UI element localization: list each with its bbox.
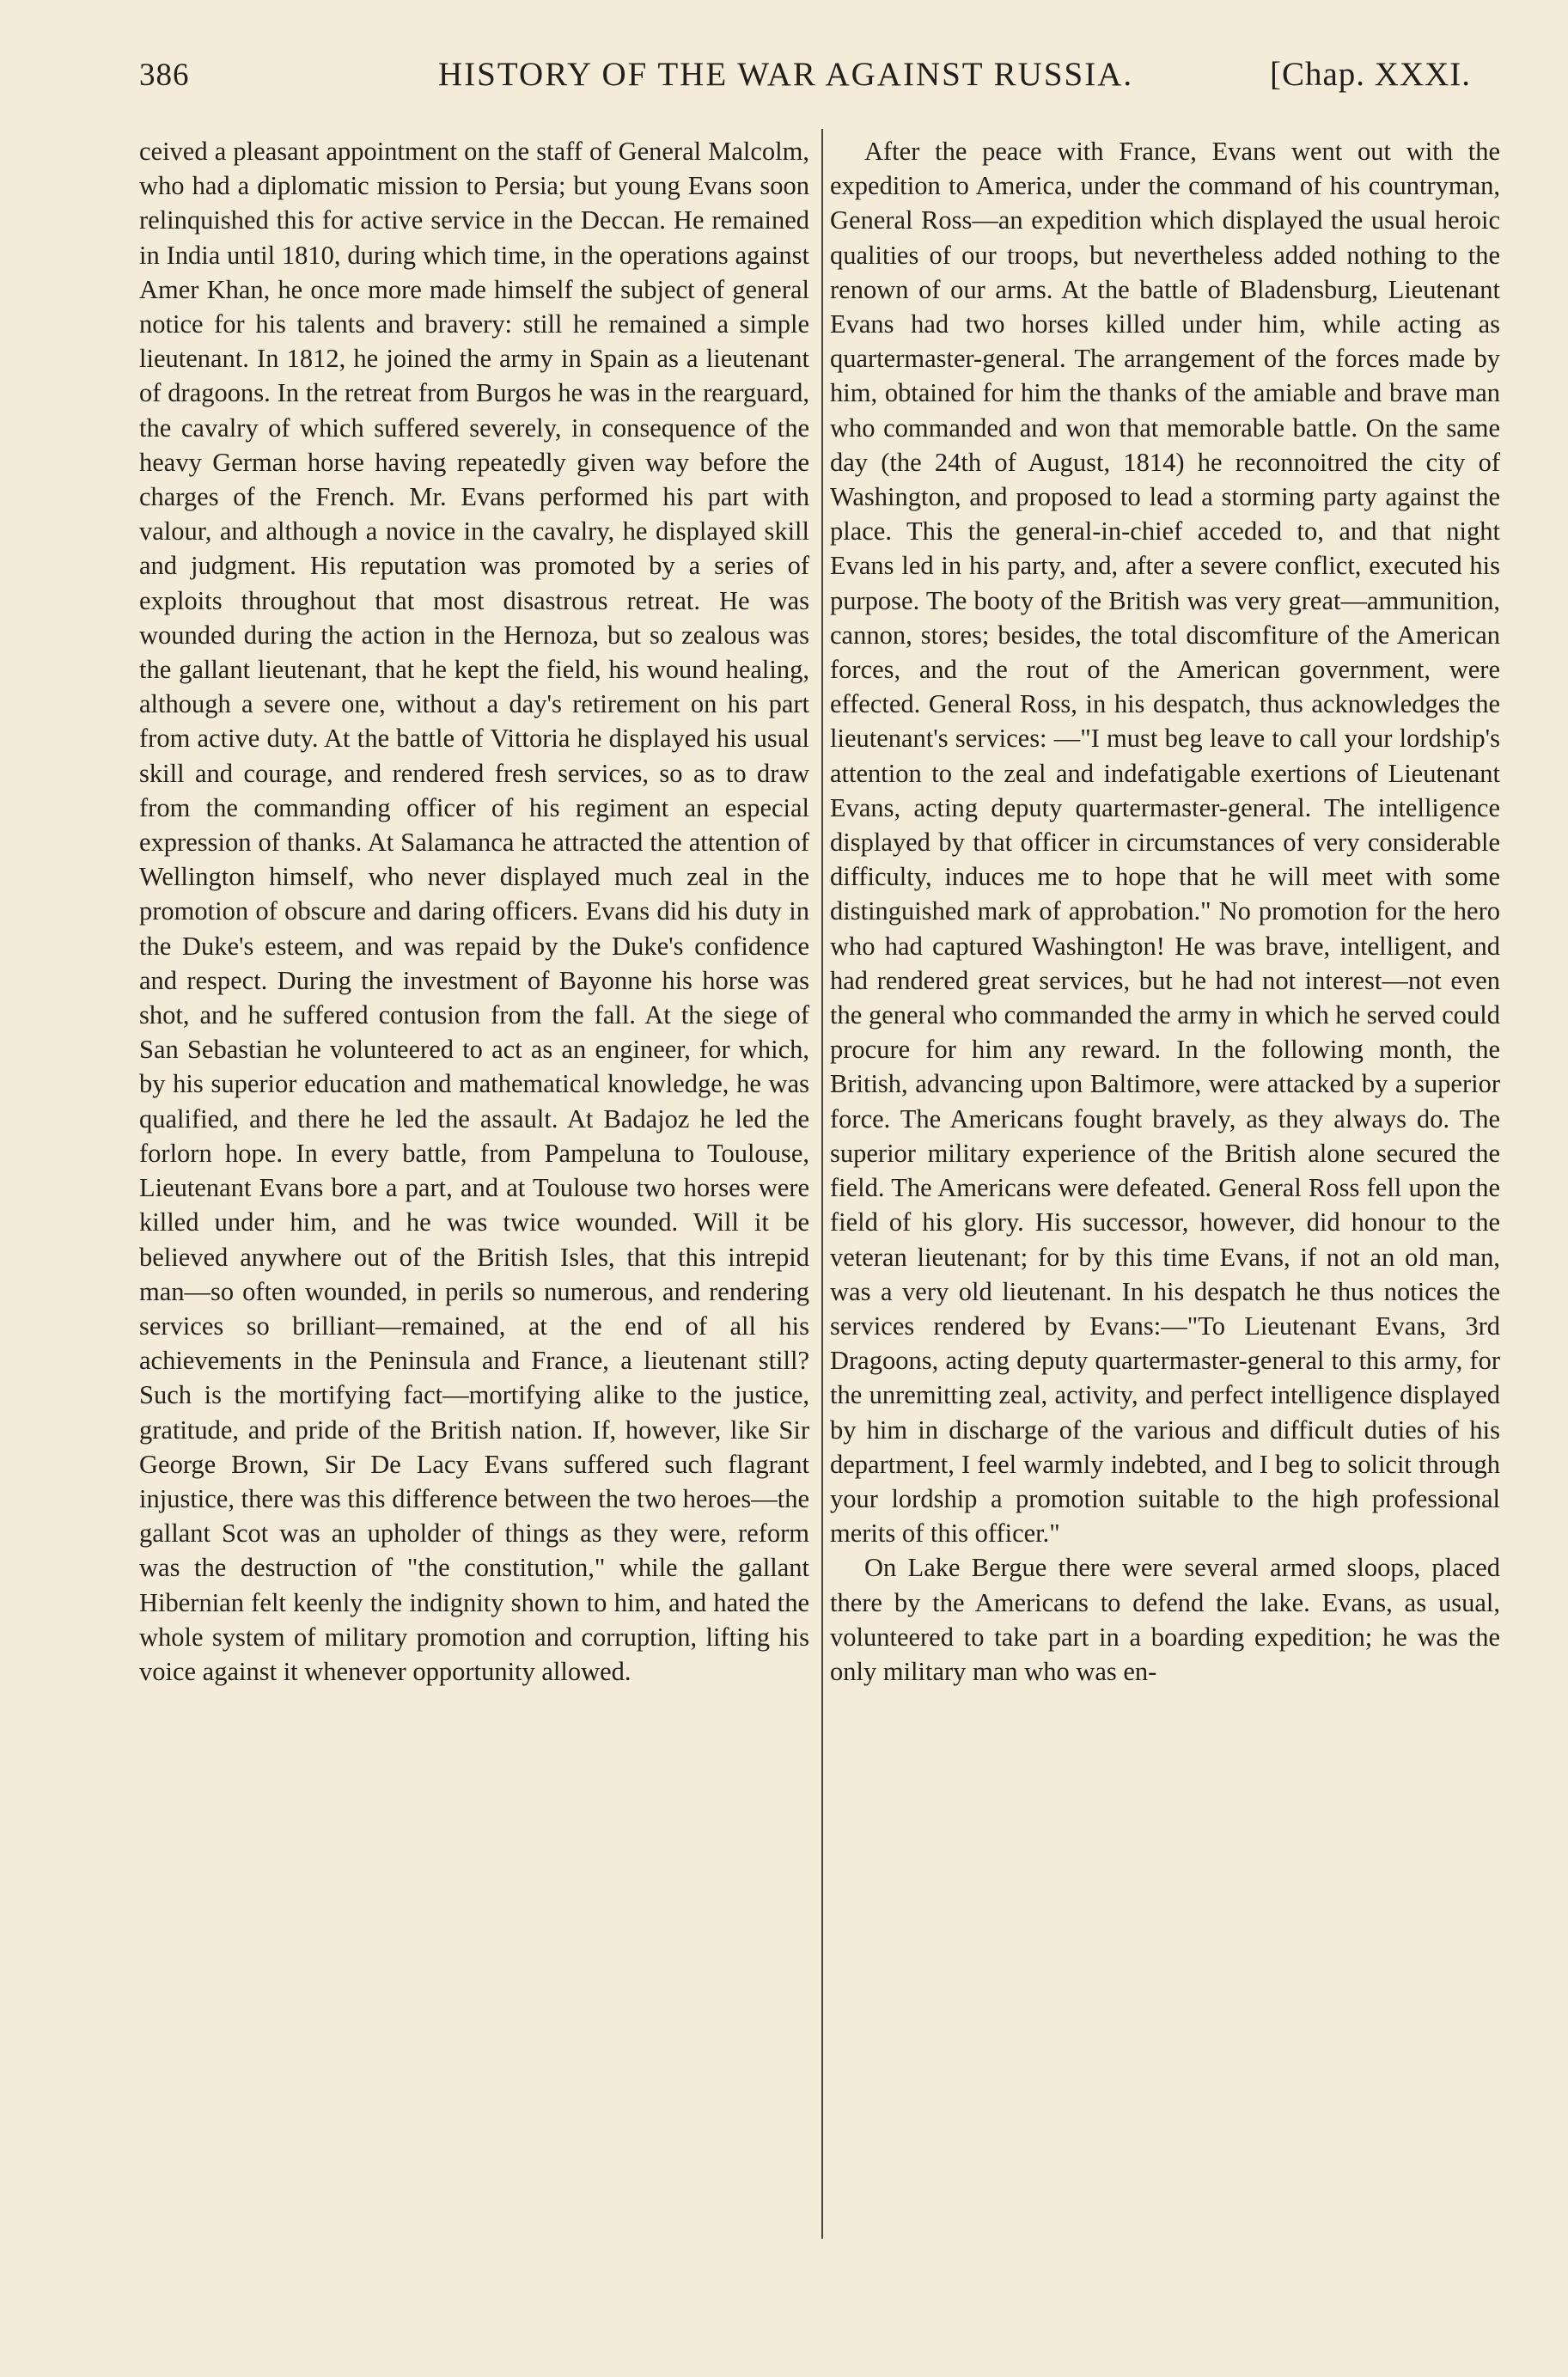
- running-title: HISTORY OF THE WAR AGAINST RUSSIA.: [438, 56, 1134, 93]
- page-number: 386: [139, 58, 190, 93]
- chapter-label: [Chap. XXXI.: [1270, 56, 1472, 93]
- left-paragraph-1: ceived a pleasant appointment on the staff of General Malcolm, who had a diplomatic mission to Persia; but young Evans soon relinquished this for active service in the Deccan. He remained in India until 1810, during which time, in the operations against Amer Khan, he once more made himself the subject of general notice for his talents and bravery: still he remained a simple lieutenant. In 1812, he joined the army in Spain as a lieutenant of dragoons. In the retreat from Burgos he was in the rearguard, the cavalry of which suffered severely, in consequence of the heavy German horse having repeatedly given way before the charges of the French. Mr. Evans performed his part with valour, and although a novice in the cavalry, he displayed skill and judgment. His reputation was promoted by a series of exploits throughout that most disastrous retreat. He was wounded during the action in the Hernoza, but so zealous was the gallant lieutenant, that he kept the field, his wound healing, although a severe one, without a day's retirement on his part from active duty. At the battle of Vittoria he displayed his usual skill and courage, and rendered fresh services, so as to draw from the commanding officer of his regiment an especial expression of thanks. At Salamanca he attracted the attention of Wellington himself, who never displayed much zeal in the promotion of obscure and daring officers. Evans did his duty in the Duke's esteem, and was repaid by the Duke's confidence and respect. During the investment of Bayonne his horse was shot, and he suffered contusion from the fall. At the siege of San Sebastian he volunteered to act as an engineer, for which, by his superior education and mathematical knowledge, he was qualified, and there he led the assault. At Badajoz he led the forlorn hope. In every battle, from Pampeluna to Toulouse, Lieutenant Evans bore a part, and at Toulouse two horses were killed under him, and he was twice wounded. Will it be believed anywhere out of the British Isles, that this intrepid man—so often wounded, in perils so numerous, and rendering services so brilliant—remained, at the end of all his achievements in the Peninsula and France, a lieutenant still? Such is the mortifying fact—mortifying alike to the justice, gratitude, and pride of the British nation. If, however, like Sir George Brown, Sir De Lacy Evans suffered such flagrant injustice, there was this difference between the two heroes—the gallant Scot was an upholder of things as they were, reform was the destruction of "the constitution," while the gallant Hibernian felt keenly the indignity shown to him, and hated the whole system of military promotion and corruption, lifting his voice against it whenever opportunity allowed.: [139, 137, 809, 1686]
- right-paragraph-1: After the peace with France, Evans went out with the expedition to America, under the command of his countryman, General Ross—an expedition which displayed the usual heroic qualities of our troops, but nevertheless added nothing to the renown of our arms. At the battle of Bladensburg, Lieutenant Evans had two horses killed under him, while acting as quartermaster-general. The arrangement of the forces made by him, obtained for him the thanks of the amiable and brave man who commanded and won that memorable battle. On the same day (the 24th of August, 1814) he reconnoitred the city of Washington, and proposed to lead a storming party against the place. This the general-in-chief acceded to, and that night Evans led in his party, and, after a severe conflict, executed his purpose. The booty of the British was very great—ammunition, cannon, stores; besides, the total discomfiture of the American forces, and the rout of the American government, were effected. General Ross, in his despatch, thus acknowledges the lieutenant's services: —"I must beg leave to call your lordship's attention to the zeal and indefatigable exertions of Lieutenant Evans, acting deputy quartermaster-general. The intelligence displayed by that officer in circumstances of very considerable difficulty, induces me to hope that he will meet with some distinguished mark of approbation." No promotion for the hero who had captured Washington! He was brave, intelligent, and had rendered great services, but he had not interest—not even the general who commanded the army in which he served could procure for him any reward. In the following month, the British, advancing upon Baltimore, were attacked by a superior force. The Americans fought bravely, as they always do. The superior military experience of the British alone secured the field. The Americans were defeated. General Ross fell upon the field of his glory. His successor, however, did honour to the veteran lieutenant; for by this time Evans, if not an old man, was a very old lieutenant. In his despatch he thus notices the services rendered by Evans:—"To Lieutenant Evans, 3rd Dragoons, acting deputy quartermaster-general to this army, for the unremitting zeal, activity, and perfect intelligence displayed by him in discharge of the various and difficult duties of his department, I feel warmly indebted, and I beg to solicit through your lordship a promotion suitable to the high professional merits of this officer.": [830, 137, 1500, 1549]
- column-divider: [821, 129, 823, 2239]
- right-paragraph-2: On Lake Bergue there were several armed sloops, placed there by the Americans to defend the lake. Evans, as usual, volunteered to take part in a boarding expedition; he was the only military man who was en-: [830, 1553, 1500, 1686]
- page-header: [139, 52, 1514, 103]
- left-column: [139, 134, 809, 1689]
- right-column: [830, 134, 1500, 1689]
